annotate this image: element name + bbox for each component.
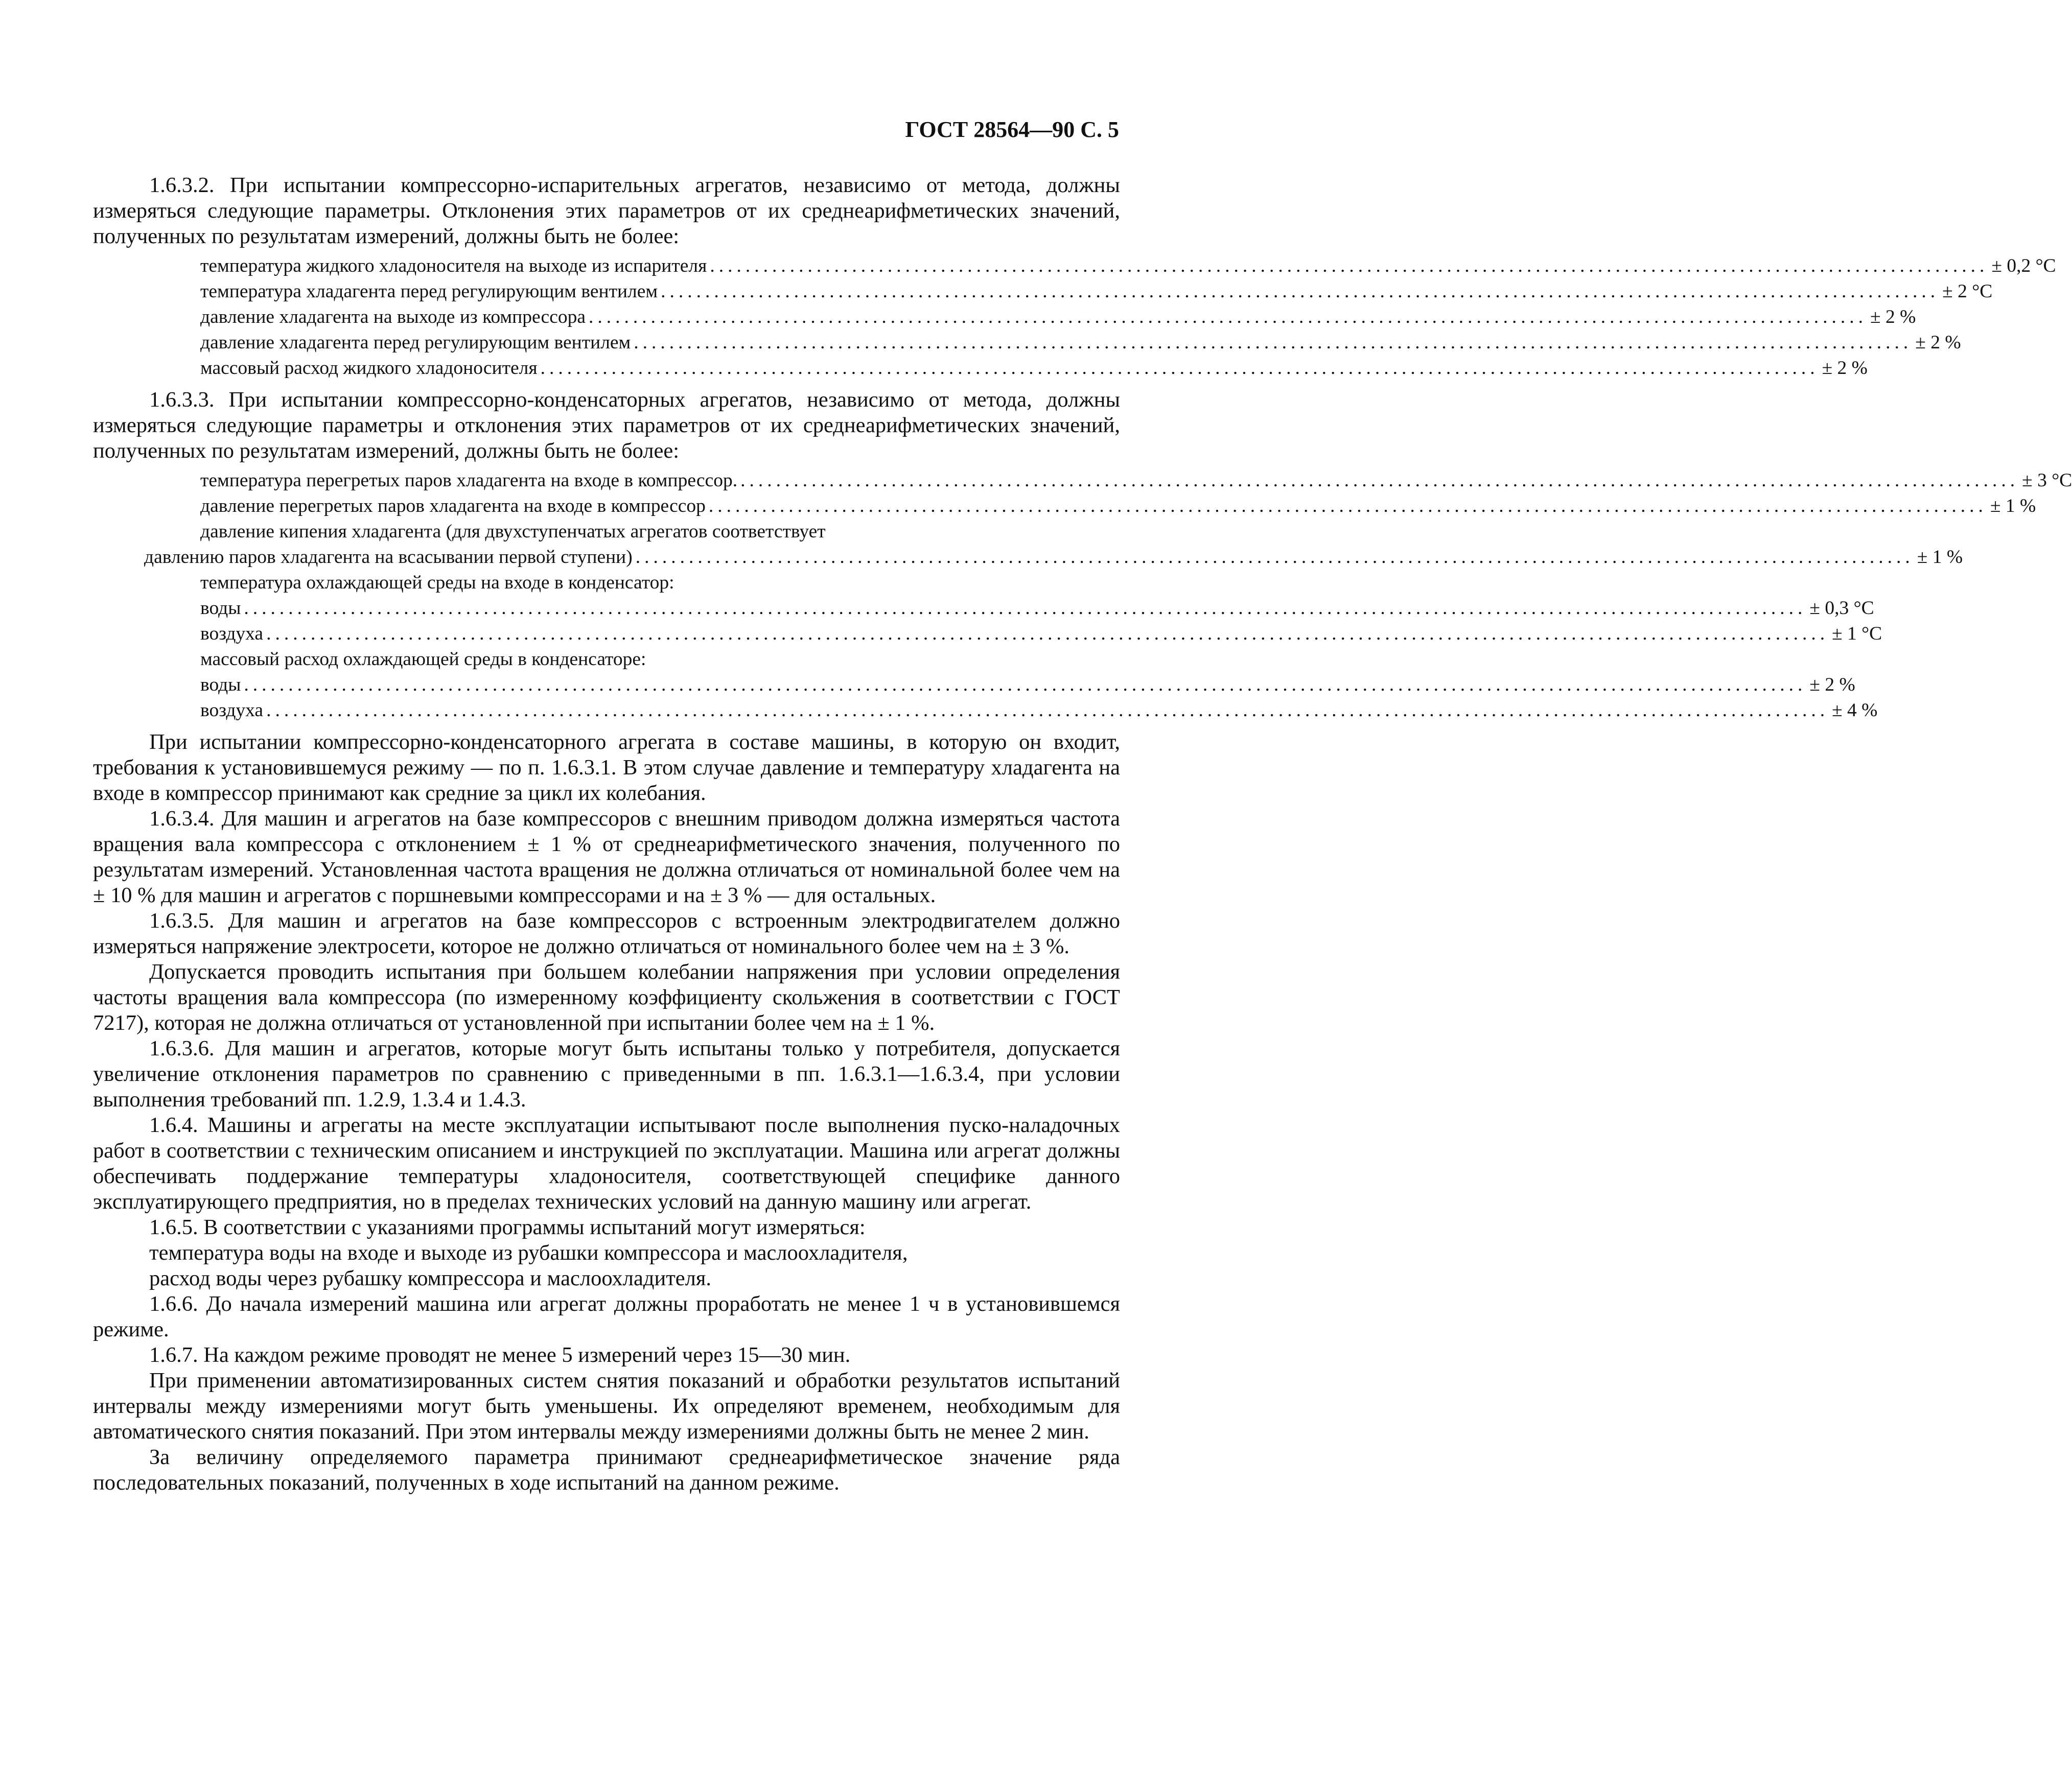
list-item [93,698,1878,723]
paragraph-1-6-3-2: 1.6.3.2. При испытании компрессорно-испарительных агрегатов, независимо от метода, должны измеряться следующие параметры. Отклонения этих параметров от их среднеарифметических значений, полученных по результатам измерений, должны быть не более: [93,173,1120,248]
leader-dots: ................................................................................................................................................................................ [266,700,1829,721]
list-item-label: воды [200,674,241,695]
paragraph-1-6-3-3: 1.6.3.3. При испытании компрессорно-конденсаторных агрегатов, независимо от метода, должны измеряться следующие параметры и отклонения этих параметров от их среднеарифметических значений, полученных по результатам измерений, должны быть не более: [93,388,1120,463]
list-item [93,621,1882,647]
list-item [93,356,1868,381]
list-item-label: давлению паров хладагента на всасывании первой ступени) [144,547,633,568]
paragraph: температура воды на входе и выходе из рубашки компрессора и маслоохладителя, [149,1241,908,1265]
list-item-label: температура жидкого хладоносителя на выходе из испарителя [200,255,707,276]
list-item-label: давление хладагента на выходе из компрессора [200,306,586,327]
leader-dots: ................................................................................................................................................................................ [244,674,1807,695]
deviation-list-2 [93,468,2072,723]
list-item [93,279,1993,304]
list-item [93,330,1961,356]
list-item-value: ± 1 % [1917,547,1963,568]
deviation-list-1 [93,253,2056,381]
leader-dots: ................................................................................................................................................................................ [244,598,1807,619]
list-item [93,672,1855,698]
list-item-value: ± 0,3 °С [1809,598,1874,619]
paragraph: За величину определяемого параметра принимают среднеарифметическое значение ряда последовательных показаний, полученных в ходе испытаний на данном режиме. [93,1445,1120,1495]
list-item [93,468,2072,493]
leader-dots: ................................................................................................................................................ [634,332,1913,353]
leader-dots: ................................................................................................................................................ [708,496,1987,516]
list-item-value: ± 2 % [1870,306,1916,327]
leader-dots: ................................................................................................................................................ [661,281,1940,302]
list-item-label: массовый расход жидкого хладоносителя [200,358,538,379]
list-item-label: температура перегретых паров хладагента на входе в компрессор. [200,470,738,491]
list-item-value: ± 0,2 °С [1991,255,2056,276]
leader-dots: ................................................................................................................................................ [710,255,1989,276]
paragraph: При испытании компрессорно-конденсаторного агрегата в составе машины, в которую он входит, требования к установившемуся режиму — по п. 1.6.3.1. В этом случае давление и температуру хладагента на входе в компрессор принимают как средние за цикл их колебания. [93,730,1120,805]
paragraph: Допускается проводить испытания при большем колебании напряжения при условии определения частоты вращения вала компрессора (по измеренному коэффициенту скольжения в соответствии с ГОСТ 7217), которая не должна отличаться от установленной при испытании более чем на ± 1 %. [93,960,1120,1035]
leader-dots: ................................................................................................................................................ [635,547,1914,568]
page-header: ГОСТ 28564—90 С. 5 [905,117,1119,142]
list-item-value: ± 3 °С [2022,470,2072,491]
list-item-value: ± 2 % [1822,358,1868,379]
list-item-value: ± 1 % [1990,496,2036,516]
list-item-label: температура хладагента перед регулирующим вентилем [200,281,658,302]
paragraph: расход воды через рубашку компрессора и маслоохладителя. [149,1266,712,1290]
paragraph-1-6-3-5: 1.6.3.5. Для машин и агрегатов на базе компрессоров с встроенным электродвигателем должно измеряться напряжение электросети, которое не должно отличаться от номинального более чем на ± 3 %. [93,909,1120,958]
list-subheading: температура охлаждающей среды на входе в конденсатор: [200,572,674,593]
paragraph-1-6-4: 1.6.4. Машины и агрегаты на месте эксплуатации испытывают после выполнения пуско-наладочных работ в соответствии с техническим описанием и инструкцией по эксплуатации. Машина или агрегат должны обеспечивать поддержание температуры хладоносителя, соответствующей специфике данного эксплуатирующего предприятия, но в пределах технических условий на данную машину или агрегат. [93,1113,1120,1214]
paragraph-1-6-6: 1.6.6. До начала измерений машина или агрегат должны проработать не менее 1 ч в установившемся режиме. [93,1292,1120,1341]
list-item-label: воздуха [200,623,264,644]
page-content [93,173,2072,1496]
list-item-label: воды [200,598,241,619]
paragraph-1-6-3-6: 1.6.3.6. Для машин и агрегатов, которые могут быть испытаны только у потребителя, допускается увеличение отклонения параметров по сравнению с приведенными в пп. 1.6.3.1—1.6.3.4, при условии выполнения требований пп. 1.2.9, 1.3.4 и 1.4.3. [93,1036,1120,1112]
list-item-label: давление хладагента перед регулирующим вентилем [200,332,631,353]
paragraph: При применении автоматизированных систем снятия показаний и обработки результатов испытаний интервалы между измерениями могут быть уменьшены. Их определяют временем, необходимым для автоматического снятия показаний. При этом интервалы между измерениями должны быть не менее 2 мин. [93,1369,1120,1444]
list-item [93,304,1916,330]
list-item [93,545,1963,570]
paragraph-1-6-5: 1.6.5. В соответствии с указаниями программы испытаний могут измеряться: [149,1215,866,1239]
paragraph-1-6-7: 1.6.7. На каждом режиме проводят не менее 5 измерений через 15—30 мин. [149,1343,851,1367]
leader-dots: ................................................................................................................................................ [589,306,1867,327]
list-item [93,253,2056,279]
list-subheading: массовый расход охлаждающей среды в конденсаторе: [200,649,646,670]
list-item-value: ± 4 % [1832,700,1878,721]
list-item-label: давление перегретых паров хладагента на входе в компрессор [200,496,706,516]
list-item-label-first-line: давление кипения хладагента (для двухступенчатых агрегатов соответствует [200,521,826,542]
list-item-value: ± 2 % [1915,332,1961,353]
list-item [93,493,2036,519]
list-item-value: ± 2 % [1809,674,1855,695]
leader-dots: ................................................................................................................................................ [540,358,1819,379]
paragraph-1-6-3-4: 1.6.3.4. Для машин и агрегатов на базе компрессоров с внешним приводом должна измеряться частота вращения вала компрессора с отклонением ± 1 % от среднеарифметического значения, полученного по результатам измерений. Установленная частота вращения не должна отличаться от номинальной более чем на ± 10 % для машин и агрегатов с поршневыми компрессорами и на ± 3 % — для остальных. [93,807,1120,907]
list-item [93,596,1874,621]
leader-dots: ................................................................................................................................................................................ [266,623,1829,644]
list-item-value: ± 1 °С [1832,623,1882,644]
leader-dots: ................................................................................................................................................ [740,470,2019,491]
list-item-value: ± 2 °С [1942,281,1993,302]
list-item-label: воздуха [200,700,264,721]
